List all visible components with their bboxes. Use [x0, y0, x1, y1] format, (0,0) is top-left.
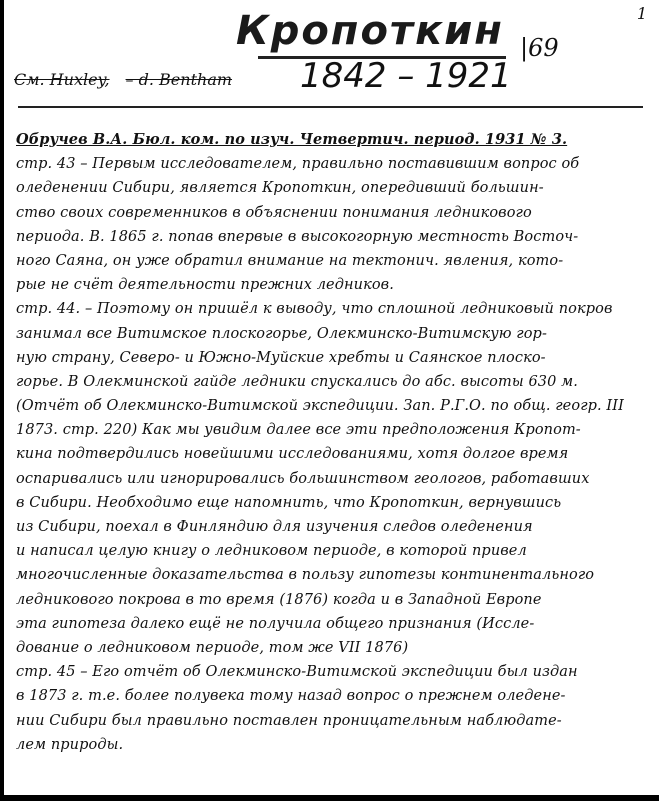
body-line: стр. 45 – Его отчёт об Олекминско-Витимской экспедиции был издан — [16, 664, 578, 681]
body-line: в 1873 г. т.е. более полувека тому назад вопрос о прежнем оледене- — [16, 688, 566, 705]
body-line: оспаривались или игнорировались большинством геологов, работавших — [16, 470, 590, 487]
body-line: рые не счёт деятельности прежних ледников. — [16, 277, 394, 294]
body-line: занимал все Витимское плоскогорье, Олекминско-Витимскую гор- — [16, 325, 547, 342]
body-line: ледникового покрова в то время (1876) когда и в Западной Европе — [16, 591, 542, 608]
page-title: Кропоткин — [236, 8, 504, 54]
body-line: в Сибири. Необходимо еще напомнить, что Кропоткин, вернувшись — [16, 494, 562, 511]
manuscript-body — [16, 128, 644, 757]
body-line: ного Саяна, он уже обратил внимание на тектонич. явления, кото- — [16, 252, 564, 269]
body-line: многочисленные доказательства в пользу гипотезы континентального — [16, 567, 595, 584]
body-line: оледенении Сибири, является Кропоткин, опередивший большин- — [16, 180, 544, 197]
scan-border-left — [0, 0, 4, 801]
reference-part-1: См. Huxley, — [14, 70, 110, 89]
body-line: (Отчёт об Олекминско-Витимской экспедиции. Зап. Р.Г.О. по общ. геогр. III — [16, 398, 624, 415]
page-number: 1 — [636, 4, 647, 23]
body-line: 1873. стр. 220) Как мы увидим далее все эти предположения Кропот- — [16, 422, 581, 439]
reference-part-2: – d. Bentham — [125, 70, 233, 89]
archive-mark: |69 — [520, 34, 559, 62]
body-line: горье. В Олекминской гайде ледники спускались до абс. высоты 630 м. — [16, 373, 578, 390]
body-line: дование о ледниковом периоде, том же VII 1876) — [16, 639, 409, 656]
body-line: лем природы. — [16, 736, 124, 753]
body-line: и написал целую книгу о ледниковом периоде, в которой привел — [16, 543, 527, 560]
life-dates: 1842 – 1921 — [300, 56, 512, 96]
body-line: эта гипотеза далеко ещё не получила общего признания (Иссле- — [16, 615, 535, 632]
body-line: Обручев В.А. Бюл. ком. по изуч. Четвертич. период. 1931 № 3. — [16, 131, 568, 148]
body-line: ство своих современников в объяснении понимания ледникового — [16, 204, 532, 221]
body-line: нии Сибири был правильно поставлен проницательным наблюдате- — [16, 712, 562, 729]
body-line: кина подтвердились новейшими исследованиями, хотя долгое время — [16, 446, 569, 463]
body-line: стр. 44. – Поэтому он пришёл к выводу, что сплошной ледниковый покров — [16, 301, 613, 318]
body-line: ную страну, Северо- и Южно-Муйские хребты и Саянское плоско- — [16, 349, 546, 366]
header-divider — [18, 106, 643, 108]
body-line: из Сибири, поехал в Финляндию для изучения следов оледенения — [16, 519, 533, 535]
body-line: периода. В. 1865 г. попав впервые в высокогорную местность Восточ- — [16, 228, 579, 245]
crossed-out-reference — [14, 70, 232, 89]
scan-border-bottom — [0, 795, 659, 801]
body-line: стр. 43 – Первым исследователем, правильно поставившим вопрос об — [16, 156, 580, 173]
